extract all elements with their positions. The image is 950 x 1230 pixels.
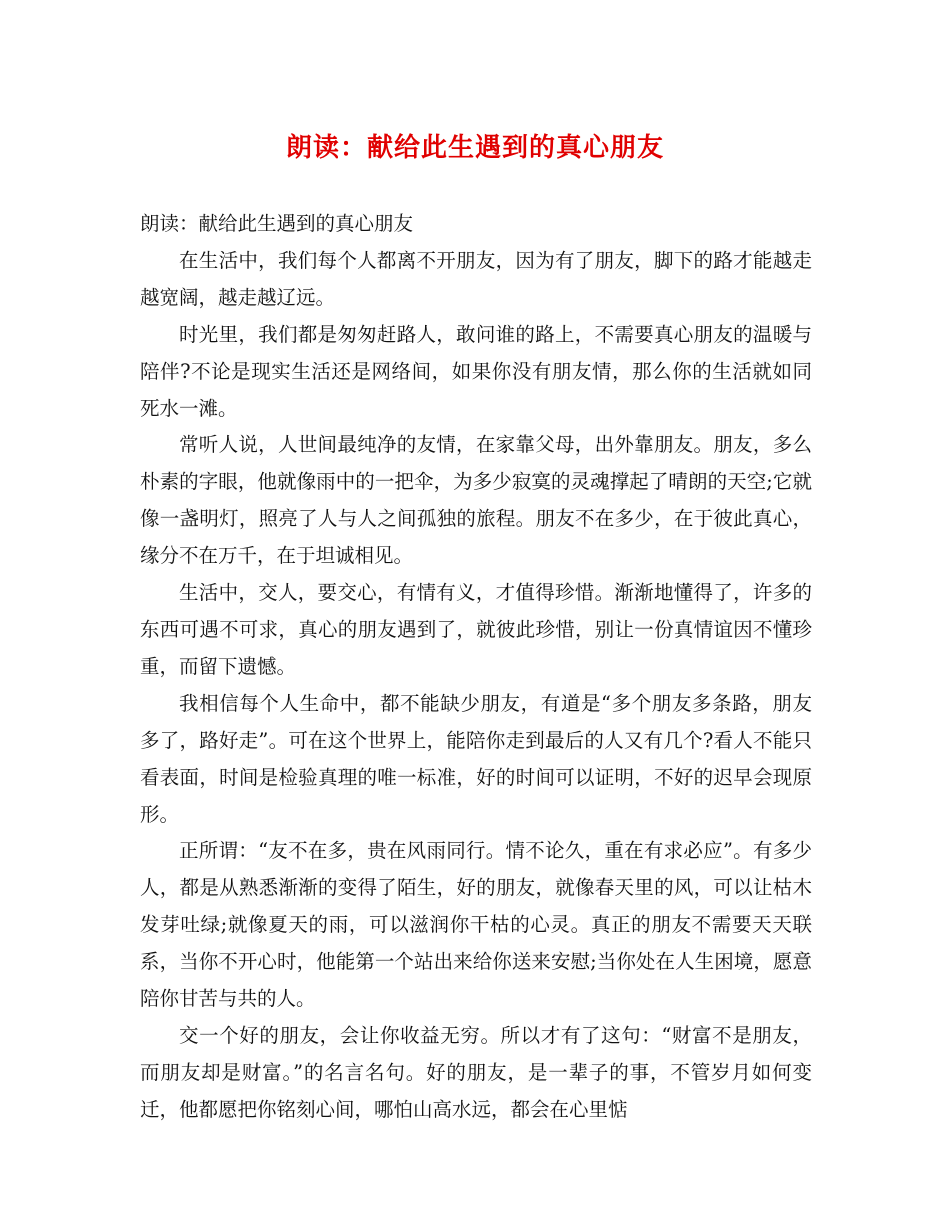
document-title: 朗读：献给此生遇到的真心朋友 [285, 133, 664, 163]
paragraph-5: 我相信每个人生命中，都不能缺少朋友，有道是“多个朋友多条路，朋友多了，路好走”。可在这个世界上，能陪你走到最后的人又有几个?看人不能只看表面，时间是检验真理的唯一标准，好的时间可以证明，不好的迟早会现原形。 [140, 691, 812, 826]
paragraph-6: 正所谓：“友不在多，贵在风雨同行。情不论久，重在有求必应”。有多少人，都是从熟悉渐渐的变得了陌生，好的朋友，就像春天里的风，可以让枯木发芽吐绿;就像夏天的雨，可以滋润你干枯的心灵。真正的朋友不需要天天联系，当你不开心时，他能第一个站出来给你送来安慰;当你处在人生困境，愿意陪你甘苦与共的人。 [140, 839, 812, 1011]
paragraph-3: 常听人说，人世间最纯净的友情，在家靠父母，出外靠朋友。朋友，多么朴素的字眼，他就像雨中的一把伞，为多少寂寞的灵魂撑起了晴朗的天空;它就像一盏明灯，照亮了人与人之间孤独的旅程。朋友不在多少，在于彼此真心，缘分不在万千，在于坦诚相见。 [140, 433, 812, 568]
paragraph-2: 时光里，我们都是匆匆赶路人，敢问谁的路上，不需要真心朋友的温暖与陪伴?不论是现实生活还是网络间，如果你没有朋友情，那么你的生活就如同死水一滩。 [140, 322, 812, 420]
paragraph-4: 生活中，交人，要交心，有情有义，才值得珍惜。渐渐地懂得了，许多的东西可遇不可求，真心的朋友遇到了，就彼此珍惜，别让一份真情谊因不懂珍重，而留下遗憾。 [140, 581, 812, 678]
paragraph-7: 交一个好的朋友，会让你收益无穷。所以才有了这句：“财富不是朋友，而朋友却是财富。”的名言名句。好的朋友，是一辈子的事，不管岁月如何变迁，他都愿把你铭刻心间，哪怕山高水远，都会在心里惦 [140, 1023, 812, 1121]
paragraph-1: 在生活中，我们每个人都离不开朋友，因为有了朋友，脚下的路才能越走越宽阔，越走越辽远。 [140, 248, 812, 309]
body-heading-line: 朗读：献给此生遇到的真心朋友 [140, 212, 414, 235]
document-body [140, 206, 812, 1129]
